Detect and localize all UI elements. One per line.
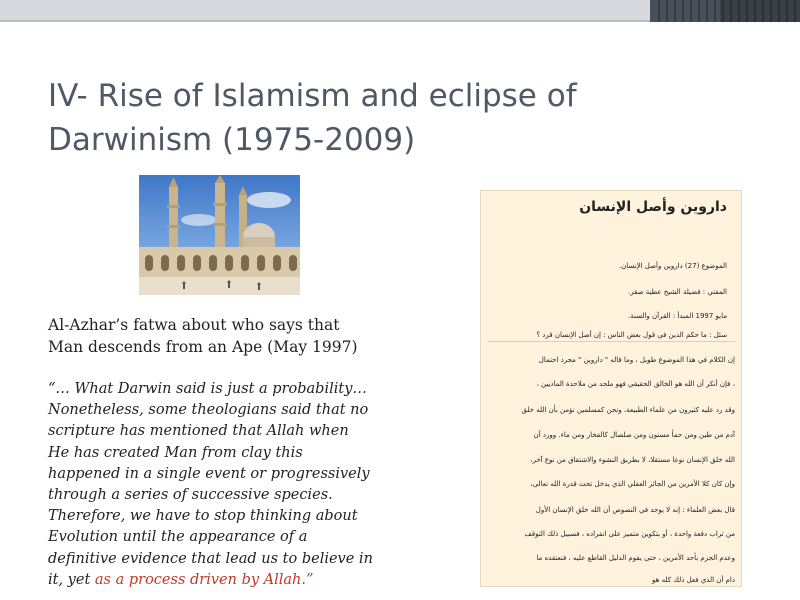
fatwa-caption <box>48 314 408 358</box>
slide-title-line-1: IV- Rise of Islamism and eclipse of <box>48 78 577 114</box>
arabic-doc-meta-line: مايو 1997 المبدأ : القرآن والسنة. <box>628 312 727 320</box>
quote-line: Evolution until the appearance of a <box>48 529 308 546</box>
arabic-doc-title: داروين وأصل الإنسان <box>579 199 727 215</box>
quote-line: happened in a single event or progressively <box>48 465 370 482</box>
arabic-doc-body-line: ، فإن أنكر أن الله هو الخالق الحقيقي فهو ملحد من ملاحدة الماديين ، <box>536 380 735 388</box>
arabic-doc-divider <box>487 341 735 342</box>
arabic-doc-meta-line: الموضوع (27) داروين وأصل الإنسان. <box>618 262 727 270</box>
top-decorative-bar <box>0 0 800 22</box>
arabic-doc-body-line: وإن كان كلا الأمرين من الجائز العقلي الذي يدخل تحت قدرة الله تعالى، <box>530 480 735 488</box>
arabic-fatwa-scan <box>480 190 742 587</box>
arabic-doc-body-line: دام أن الذي فعل ذلك كله هو <box>652 576 735 584</box>
quote-line: “… What Darwin said is just a probability… <box>48 381 367 397</box>
slide-title-line-2: Darwinism (1975-2009) <box>48 122 416 158</box>
quote-line: through a series of successive species. <box>48 487 333 504</box>
quote-line: it, yet <box>48 571 95 588</box>
arabic-doc-body-line: قال بعض العلماء : إنه لا يوجد في النصوص أن الله خلق الإنسان الأول <box>535 506 735 514</box>
quote-line: Nonetheless, some theologians said that no <box>48 402 369 419</box>
arabic-doc-body-line: من تراب دفعة واحدة ، أو بتكوين متميز على انفراده ، فسبيل ذلك التوقف <box>524 530 735 538</box>
quote-line: Therefore, we have to stop thinking about <box>48 508 358 525</box>
top-bar-light-segment <box>0 0 650 22</box>
fatwa-caption-line-2: Man descends from an Ape (May 1997) <box>48 338 358 356</box>
fatwa-quote <box>48 379 408 591</box>
slide-title <box>48 74 748 162</box>
arabic-doc-body-line: آدم من طين ومن حمأ مسنون ومن صلصال كالفخار ومن ماء. وورد أن <box>533 431 735 439</box>
fatwa-caption-line-1: Al-Azhar’s fatwa about who says that <box>48 316 340 334</box>
top-bar-stripes <box>650 0 800 22</box>
mosque-photo <box>139 175 300 295</box>
arabic-doc-meta-line: المفتي : فضيلة الشيخ عطية صقر. <box>627 288 727 296</box>
quote-line: He has created Man from clay this <box>48 444 303 461</box>
arabic-doc-body-line: إن الكلام في هذا الموضوع طويل ، وما قاله " داروين " مجرد احتمال <box>538 356 735 364</box>
quote-line: definitive evidence that lead us to believe in <box>48 550 373 567</box>
quote-highlight: as a process driven by Allah.” <box>94 571 314 588</box>
arabic-doc-body-line: وقد رد عليه كثيرون من علماء الطبيعة، ونحن كمسلمين نؤمن بأن الله خلق <box>521 406 735 414</box>
arabic-doc-body-line: الله خلق الإنسان نوعا مستقلا، لا بطريق النشوء والاشتقاق من نوع آخر، <box>530 456 735 464</box>
arabic-doc-body-line: وعدم الجزم بأحد الأمرين ، حتى يقوم الدليل القاطع عليه ، فنعتقده ما <box>536 554 735 562</box>
arabic-doc-meta-line: سئل : ما حكم الدين في قول بعض الناس : إن أصل الإنسان قرد ؟ <box>536 331 727 339</box>
quote-line: scripture has mentioned that Allah when <box>48 423 349 440</box>
